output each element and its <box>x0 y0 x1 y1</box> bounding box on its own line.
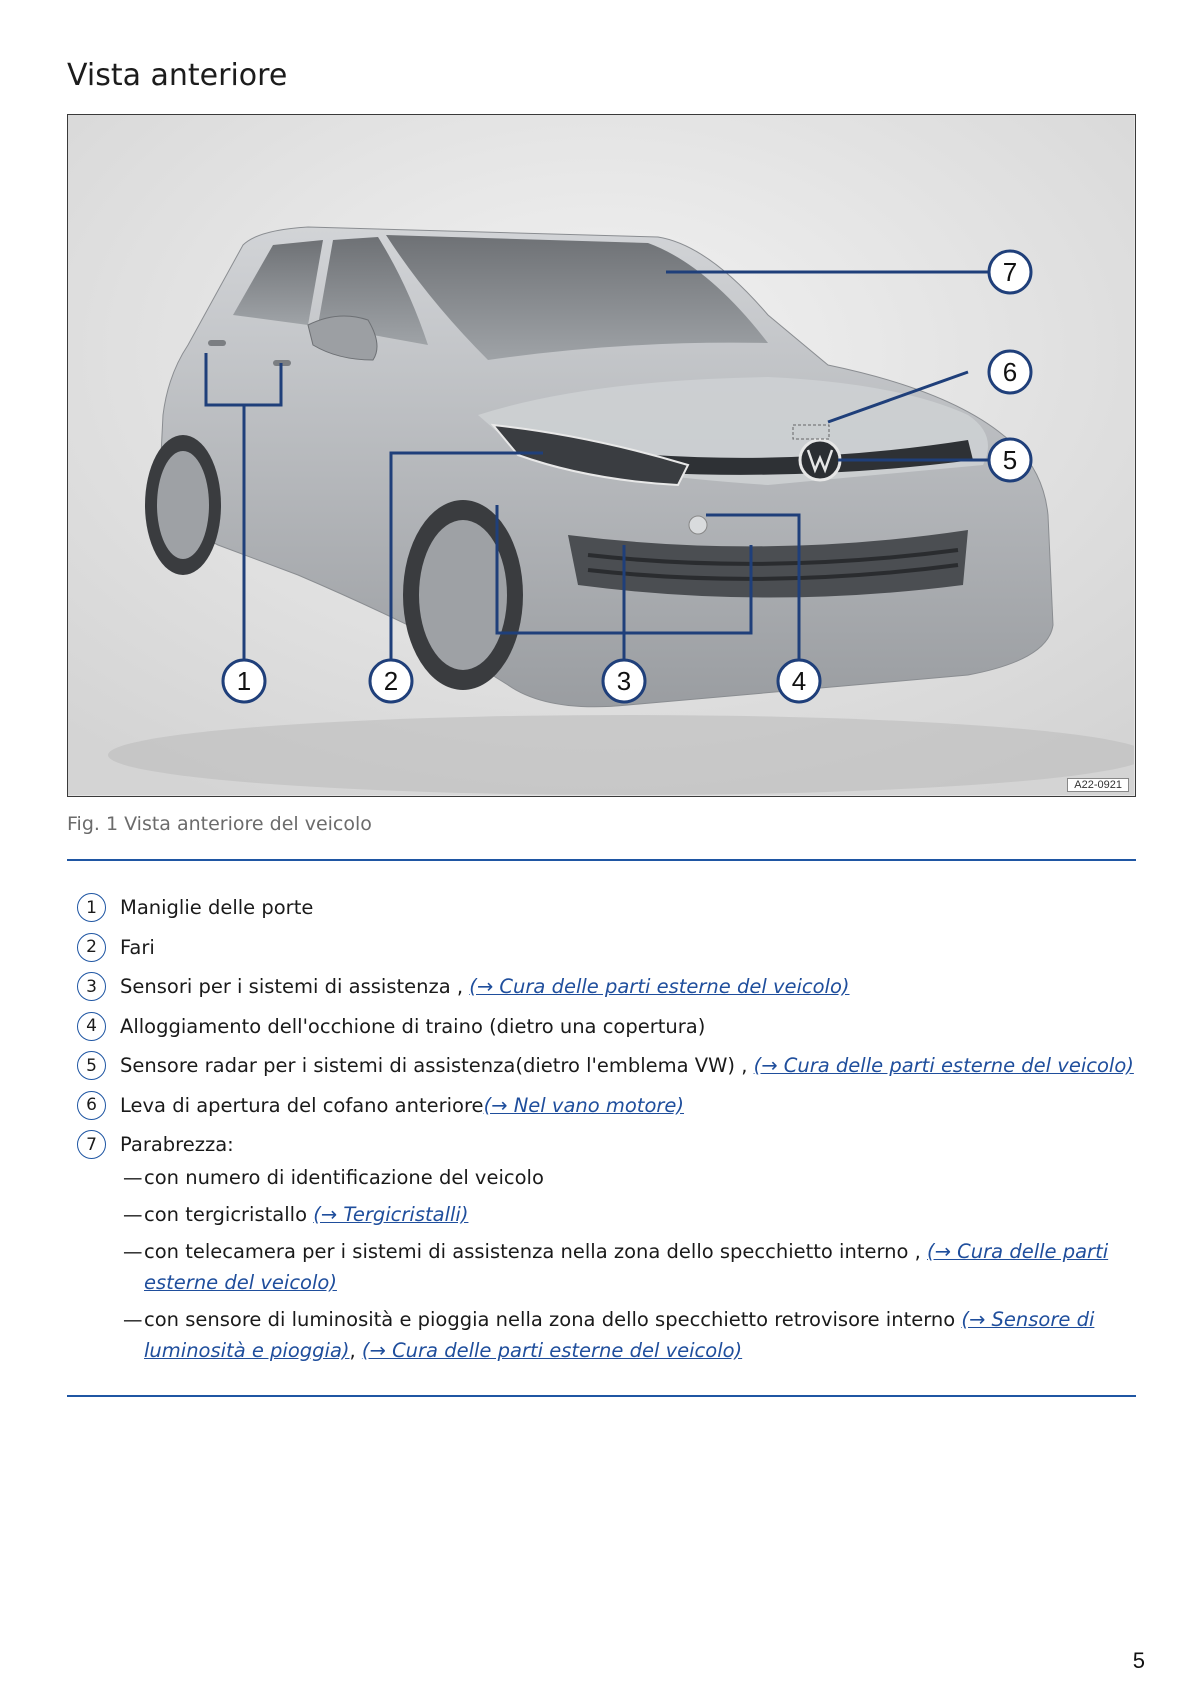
windshield-sublist <box>123 1162 1143 1372</box>
car-illustration <box>68 115 1134 795</box>
legend-item <box>77 1125 1137 1165</box>
sublist-item <box>123 1236 1143 1298</box>
sublist-text: con tergicristallo <box>144 1203 307 1226</box>
legend-text: Sensore radar per i sistemi di assistenza(dietro l'emblema VW) , <box>120 1054 748 1078</box>
legend-item <box>77 1046 1137 1086</box>
sublist-text: con telecamera per i sistemi di assistenza nella zona dello specchietto interno , <box>144 1240 921 1263</box>
sublist-item <box>123 1162 1143 1193</box>
figure-code: A22-0921 <box>1067 778 1129 792</box>
legend-item <box>77 1086 1137 1126</box>
legend-text: Maniglie delle porte <box>120 896 314 920</box>
link-sensore-luminosita[interactable]: (→ Sensore di luminosità e pioggia) <box>144 1308 1095 1362</box>
legend-number: 1 <box>77 893 106 922</box>
figure-caption: Fig. 1 Vista anteriore del veicolo <box>67 813 372 835</box>
dash-marker: — <box>123 1166 143 1189</box>
legend-text: Sensori per i sistemi di assistenza , <box>120 975 464 999</box>
link-tergicristalli[interactable]: (→ Tergicristalli) <box>313 1203 469 1226</box>
link-cura-parti-esterne[interactable]: (→ Cura delle parti esterne del veicolo) <box>469 975 850 999</box>
link-separator: , <box>349 1339 356 1362</box>
dash-marker: — <box>123 1203 143 1226</box>
legend-text: Alloggiamento dell'occhione di traino (dietro una copertura) <box>120 1014 706 1038</box>
sublist-text: con numero di identificazione del veicolo <box>144 1166 544 1189</box>
vehicle-front-view-figure <box>67 114 1136 797</box>
callout-label-6: 6 <box>1002 357 1018 387</box>
dash-marker: — <box>123 1308 143 1331</box>
legend-number: 7 <box>77 1130 106 1159</box>
callout-label-4: 4 <box>791 666 807 696</box>
legend-list <box>77 888 1137 1165</box>
callout-label-1: 1 <box>236 666 252 696</box>
link-vano-motore[interactable]: (→ Nel vano motore) <box>483 1093 685 1117</box>
legend-text: Leva di apertura del cofano anteriore <box>120 1093 484 1117</box>
page-number: 5 <box>1132 1648 1145 1673</box>
legend-number: 2 <box>77 933 106 962</box>
legend-number: 6 <box>77 1091 106 1120</box>
link-cura-parti-esterne[interactable]: (→ Cura delle parti esterne del veicolo) <box>361 1339 743 1362</box>
car-shadow <box>108 715 1134 795</box>
legend-number: 5 <box>77 1051 106 1080</box>
legend-item <box>77 967 1137 1007</box>
divider-bottom <box>67 1395 1136 1397</box>
legend-text: Parabrezza: <box>120 1133 234 1157</box>
legend-number: 4 <box>77 1012 106 1041</box>
dash-marker: — <box>123 1240 143 1263</box>
legend-item <box>77 888 1137 928</box>
sublist-item <box>123 1304 1143 1366</box>
legend-number: 3 <box>77 972 106 1001</box>
divider-top <box>67 859 1136 861</box>
link-cura-parti-esterne[interactable]: (→ Cura delle parti esterne del veicolo) <box>753 1054 1134 1078</box>
sublist-text: con sensore di luminosità e pioggia nella zona dello specchietto retrovisore interno <box>144 1308 956 1331</box>
legend-text: Fari <box>120 935 155 959</box>
link-cura-parti-esterne[interactable]: (→ Cura delle parti esterne del veicolo) <box>144 1240 1109 1294</box>
callout-label-7: 7 <box>1002 257 1018 287</box>
page-title: Vista anteriore <box>67 58 288 93</box>
callout-label-2: 2 <box>383 666 399 696</box>
legend-item <box>77 1007 1137 1047</box>
legend-item <box>77 928 1137 968</box>
sublist-item <box>123 1199 1143 1230</box>
callout-label-3: 3 <box>616 666 632 696</box>
callout-label-5: 5 <box>1002 445 1018 475</box>
